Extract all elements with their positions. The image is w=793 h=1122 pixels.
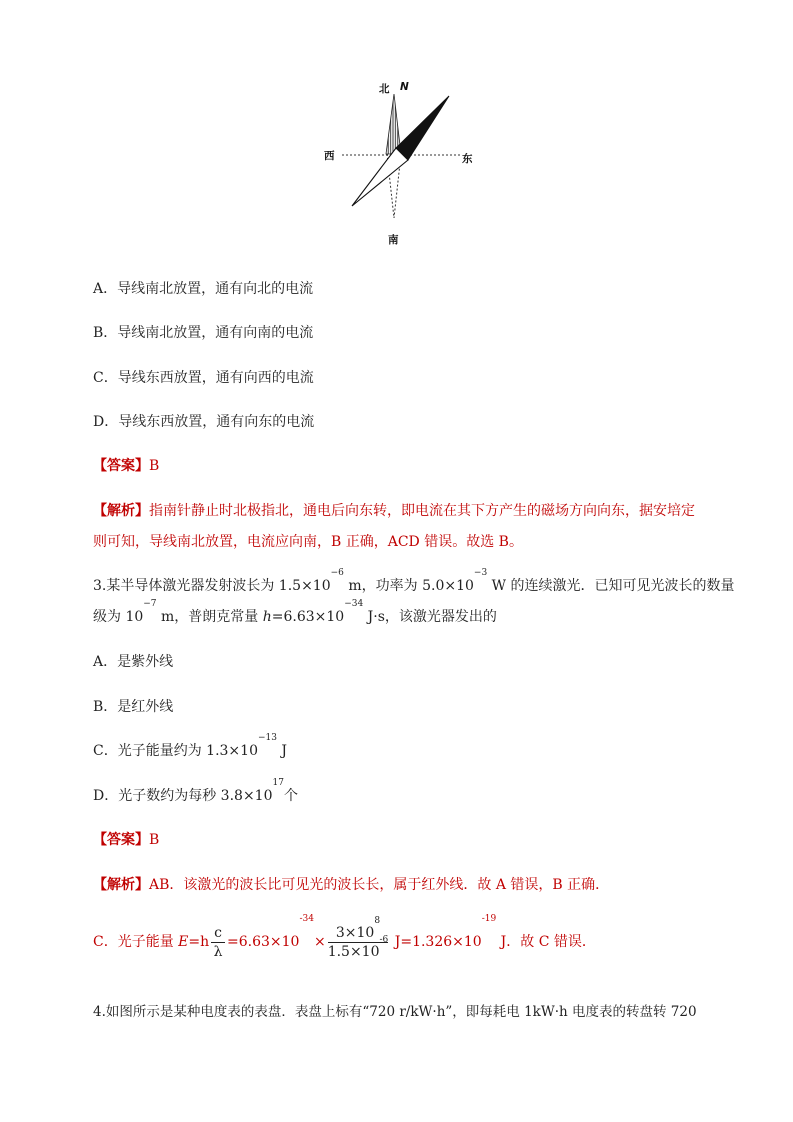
answer-value: B: [149, 832, 160, 848]
q2-option-d: D．导线东西放置，通有向东的电流: [93, 414, 315, 430]
equation-prefix: C．光子能量: [93, 934, 179, 950]
fraction-c-value: [327, 915, 389, 961]
equation-part: =h: [188, 934, 210, 950]
analysis-tag: 【解析】: [93, 503, 149, 519]
north-en-label: N: [400, 81, 409, 93]
q2-option-c: C．导线东西放置，通有向西的电流: [93, 370, 314, 386]
analysis-tag: 【解析】: [93, 877, 149, 893]
answer-value: B: [149, 458, 160, 474]
equation-part: J=1.326×10: [390, 934, 482, 950]
q3-stem-text: m，功率为 5.0×10: [343, 578, 474, 594]
exponent: −13: [257, 733, 277, 743]
exponent: 8: [374, 915, 381, 926]
analysis-text: 指南针静止时北极指北，通电后向东转，即电流在其下方产生的磁场方向向东，据安培定: [149, 503, 695, 519]
equation-part: ×: [313, 934, 326, 950]
north-cn-label: 北: [379, 83, 390, 95]
q3-stem-text: 级为 10: [93, 609, 144, 625]
option-text: D．光子数约为每秒 3.8×10: [93, 788, 273, 804]
q3-answer: [93, 830, 159, 850]
exponent: -34: [299, 914, 314, 924]
analysis-text: AB．该激光的波长比可见光的波长长，属于红外线．故 A 错误，B 正确．: [149, 877, 610, 893]
q3-option-c: [93, 733, 288, 761]
q3-stem-line-2: [93, 599, 497, 627]
fraction-denominator: λ: [213, 943, 223, 960]
energy-symbol: E: [178, 934, 189, 950]
option-text: C．光子能量约为 1.3×10: [93, 743, 258, 759]
q3-option-a: A．是紫外线: [93, 654, 174, 670]
exponent: -19: [481, 914, 497, 924]
q3-option-b: B．是红外线: [93, 699, 174, 715]
q2-analysis-line-2: 则可知，导线南北放置，电流应向南，B 正确，ACD 错误。故选 B。: [93, 534, 523, 550]
option-text: 个: [283, 788, 298, 804]
planck-symbol: h: [262, 609, 272, 625]
exponent: 17: [272, 778, 284, 788]
q2-analysis-line-1: [93, 501, 695, 521]
option-text: J: [276, 743, 288, 759]
answer-tag: 【答案】: [93, 458, 149, 474]
answer-tag: 【答案】: [93, 832, 149, 848]
q3-analysis-equation: [93, 914, 596, 968]
q3-stem-text: W 的连续激光．已知可见光波长的数量: [487, 578, 735, 594]
q2-option-b: B．导线南北放置，通有向南的电流: [93, 325, 314, 341]
exponent: −3: [473, 568, 488, 578]
fraction-denominator: [327, 934, 389, 961]
compass-figure: [315, 78, 490, 250]
east-label: 东: [462, 153, 473, 165]
equation-part: =6.63×10: [227, 934, 300, 950]
q2-option-a: A．导线南北放置，通有向北的电流: [93, 281, 314, 297]
q3-stem-text: 3.某半导体激光器发射波长为 1.5×10: [93, 578, 331, 594]
fraction-numerator: c: [211, 924, 225, 943]
exponent: -6: [379, 934, 389, 945]
exponent: −6: [330, 568, 344, 578]
equation-part: J．故 C 错误．: [496, 934, 596, 950]
q3-analysis-line-1: [93, 875, 609, 895]
fraction-c-over-lambda: [211, 924, 225, 961]
q3-stem-text: m，普朗克常量: [156, 609, 263, 625]
exponent: −34: [344, 599, 364, 609]
q3-stem-text: =6.63×10: [271, 609, 345, 625]
west-label: 西: [324, 150, 335, 162]
numerator-text: 3×10: [335, 924, 375, 941]
q2-answer: [93, 456, 159, 476]
q3-stem-line-1: [93, 568, 735, 596]
q4-stem-line-1: 4.如图所示是某种电度表的表盘．表盘上标有“720 r/kW·h”，即每耗电 1kW·h 电度表的转盘转 720: [93, 1004, 697, 1020]
q3-stem-text: J·s，该激光器发出的: [363, 609, 497, 625]
south-label: 南: [388, 234, 399, 246]
exponent: −7: [143, 599, 157, 609]
q3-option-d: [93, 778, 298, 806]
denominator-text: 1.5×10: [327, 943, 380, 960]
